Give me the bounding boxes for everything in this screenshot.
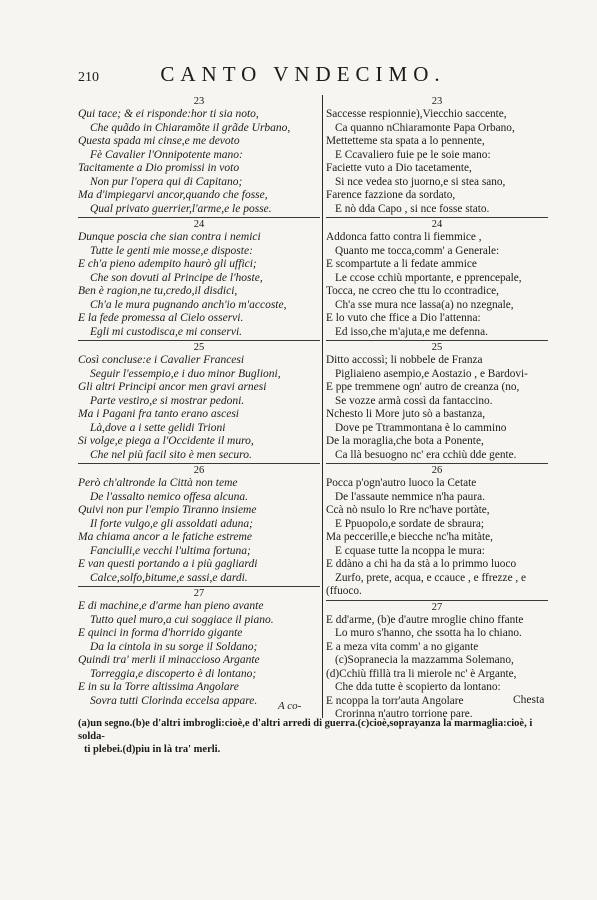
verse-line: E dd'arme, (b)e d'autre mroglie chino ffante	[326, 613, 524, 626]
stanza	[326, 218, 548, 341]
stanza	[78, 587, 320, 708]
verse-line: Da la cintola in su sorge il Soldano;	[90, 640, 258, 653]
verse-line: Dunque poscia che sian contra i nemici	[78, 231, 261, 243]
verse-line: E ppe tremmene ogn' autro de creanza (no,	[326, 381, 520, 393]
verse-line: Fè Cavalier l'Onnipotente mano:	[90, 148, 243, 161]
footnote-line: ti plebei.(d)piu in là tra' merli.	[84, 744, 221, 755]
right-column-neapolitan	[326, 95, 548, 722]
verse-line: Qual privato guerrier,l'arme,e le posse.	[90, 202, 272, 215]
verse-line: Ca quanno nChiaramonte Papa Orbano,	[335, 121, 515, 134]
verse-line: E quinci in forma d'horrido gigante	[78, 627, 243, 639]
stanza-number: 26	[431, 465, 443, 476]
left-column-italian	[78, 95, 320, 708]
verse-line: E ncoppa la torr'auta Angolare	[326, 694, 464, 707]
verse-line: Ch'a sse mura nce lassa(a) no nzegnale,	[335, 298, 514, 311]
running-title: CANTO VNDECIMO.	[160, 62, 446, 86]
verse-line: De l'assalto nemico offesa alcuna.	[90, 490, 249, 503]
stanza-number: 23	[193, 96, 205, 107]
verse-line: Se vozze armà cossì da fantaccino.	[335, 394, 493, 407]
verse-line: Tutto quel muro,a cui soggiace il piano.	[90, 613, 274, 626]
verse-line: Farence fazzione da sordato,	[326, 189, 456, 201]
verse-line: Calce,solfo,bitume,e sassi,e dardi.	[90, 571, 248, 584]
verse-line: E la fede promessa al Cielo osservi.	[78, 312, 244, 324]
verse-line: Torreggia,e discoperto è di lontano;	[90, 667, 257, 680]
verse-line: Fanciulli,e vecchi l'ultima fortuna;	[90, 544, 251, 557]
stanza-number: 26	[193, 465, 205, 476]
verse-line: Che nel più facil sito è men securo.	[90, 448, 252, 461]
stanza-number: 23	[431, 96, 443, 107]
verse-line: E ddàno a chi ha da stà a lo primmo luoco	[326, 558, 517, 570]
verse-line: Ca llà besuogno nc' era cchiù dde gente.	[335, 448, 517, 461]
verse-line: E scompartute a li fedate ammice	[326, 258, 477, 270]
verse-line: E di machine,e d'arme han pieno avante	[78, 600, 264, 612]
stanza	[78, 464, 320, 587]
verse-line: E lo vuto che ffice a Dio l'attenna:	[326, 312, 481, 324]
verse-line: Sovra tutti Clorinda eccelsa appare.	[90, 694, 258, 707]
verse-line: Ma peccerille,e biecche nc'ha mitàte,	[326, 531, 493, 543]
verse-line: Pigliaieno asempio,e Aostazio , e Bardovi-	[335, 367, 528, 380]
verse-line: Dove pe Ttrammontana è lo cammino	[335, 421, 507, 434]
verse-line: Seguir l'essempio,e i duo minor Buglioni,	[90, 367, 281, 380]
verse-line: Il forte vulgo,e gli assoldati aduna;	[90, 517, 253, 530]
verse-line: Così concluse:e i Cavalier Francesi	[78, 354, 245, 366]
verse-line: Saccesse respionnie),Viecchio saccente,	[326, 108, 507, 120]
stanza	[326, 464, 548, 601]
verse-line: Che son dovuti al Principe de l'hoste,	[90, 271, 263, 284]
verse-line: Si volge,e piega a l'Occidente il muro,	[78, 435, 254, 447]
verse-line: Si nce vedea sto juorno,e si stea sano,	[335, 175, 506, 188]
verse-line: Questa spada mi cinse,e me devoto	[78, 135, 240, 147]
stanza-number: 25	[193, 342, 205, 353]
verse-line: Ben è ragion,ne tu,credo,il disdici,	[78, 285, 238, 297]
verse-line: De la moraglia,che bota a Ponente,	[326, 435, 484, 447]
page-number: 210	[78, 70, 99, 85]
stanza-number: 24	[431, 219, 443, 230]
verse-line: Gli altri Principi ancor men gravi arnesi	[78, 381, 267, 393]
verse-line: Ma d'impiegarvi ancor,quando che fosse,	[78, 189, 268, 201]
verse-line: Quindi tra' merli il minaccioso Argante	[78, 654, 260, 666]
verse-line: Però ch'altronde la Città non teme	[78, 477, 238, 489]
verse-line: Ma chiama ancor a le fatiche estreme	[78, 531, 252, 543]
verse-line: E a meza vita comm' a no gigante	[326, 640, 479, 653]
verse-line: Tocca, ne ccreo che ttu lo ccontradice,	[326, 285, 499, 297]
stanza	[326, 341, 548, 464]
verse-line: De l'assaute nemmice n'ha paura.	[335, 490, 485, 503]
verse-line: E nò dda Capo , si nce fosse stato.	[335, 202, 490, 215]
stanza	[78, 341, 320, 464]
verse-line: Ccà nò nsulo lo Rre nc'have portàte,	[326, 504, 490, 516]
page-header	[78, 62, 478, 88]
stanza-number: 27	[431, 601, 443, 613]
verse-line: Quivi non pur l'empio Tiranno insieme	[78, 504, 257, 516]
verse-line: Zurfo, prete, acqua, e ccauce , e ffrezze , e	[335, 571, 527, 584]
verse-line: Tacitamente a Dio promissi in voto	[78, 162, 240, 174]
verse-line: E cquase tutte la ncoppa le mura:	[335, 544, 485, 557]
verse-line: Mettetteme sta spata a lo pennente,	[326, 135, 485, 147]
verse-line: Addonca fatto contra li fiemmice ,	[326, 231, 482, 243]
verse-line: E ch'a pieno adempito haurò gli uffici;	[78, 258, 257, 270]
stanza	[78, 218, 320, 341]
verse-line: E Ppuopolo,e sordate de sbraura;	[335, 517, 485, 530]
verse-line: Tutte le genti mie mosse,e disposte:	[90, 244, 253, 257]
verse-line: Le ccose cchiù mportante, e pprencepale,	[335, 271, 522, 284]
verse-line: E Ccavaliero fuie pe le soie mano:	[335, 148, 491, 161]
verse-line: Faciette vuto a Dio tacetamente,	[326, 162, 472, 174]
verse-line: Lo muro s'hanno, che ssotta ha lo chiano.	[335, 627, 522, 639]
verse-line: Crorinna n'autro torrione pare.	[335, 708, 473, 720]
verse-line: Che dda tutte è scopierto da lontano:	[335, 681, 501, 693]
verse-line: Egli mi custodisca,e mi conservi.	[90, 325, 243, 338]
verse-line: Ed isso,che m'ajuta,e me defenna.	[335, 325, 488, 338]
stanza	[326, 95, 548, 218]
verse-line: (d)Cchiù ffillà tra li mierole nc' è Argante,	[326, 667, 517, 680]
catchword-left: A co-	[278, 700, 302, 712]
verse-line: Non pur l'opera qui di Capitano;	[90, 175, 243, 188]
stanza	[78, 95, 320, 218]
stanza-number: 25	[431, 342, 443, 353]
verse-line: (ffuoco.	[326, 585, 362, 597]
verse-line: Qui tace; & ei risponde:hor ti sia noto,	[78, 108, 259, 120]
catchword-right: Chesta	[513, 694, 545, 706]
verse-line: Che quãdo in Chiaramõte il grãde Urbano,	[90, 121, 291, 134]
verse-line: Parte vestiro,e si mostrar pedoni.	[90, 394, 245, 407]
verse-line: Ditto accossì; li nobbele de Franza	[326, 354, 483, 366]
verse-line: Pocca p'ogn'autro luoco la Cetate	[326, 477, 477, 489]
verse-line: Nchesto li More juto sò a bastanza,	[326, 408, 486, 420]
verse-line: Quanto me tocca,comm' a Generale:	[335, 244, 500, 257]
footnotes	[78, 717, 558, 756]
stanza-number: 27	[193, 588, 205, 599]
verse-line: E in su la Torre altissima Angolare	[78, 681, 239, 693]
verse-line: Là,dove a i sette gelidi Trioni	[90, 421, 226, 434]
column-divider	[322, 95, 323, 718]
verse-line: Ma i Pagani fra tanto erano ascesi	[78, 408, 239, 420]
stanza-number: 24	[193, 219, 205, 230]
verse-line: (c)Sopranecia la mazzamma Solemano,	[335, 654, 514, 666]
verse-line: Ch'a le mura pugnando anch'io m'accoste,	[90, 298, 287, 311]
footnote-line: (a)un segno.(b)e d'altri imbrogli:cioè,e d'altri arredi di guerra.(c)cioè,soprayanza la marmaglia:cioè, i solda-	[78, 718, 533, 742]
verse-line: E van questi portando a i più gagliardi	[78, 558, 258, 570]
